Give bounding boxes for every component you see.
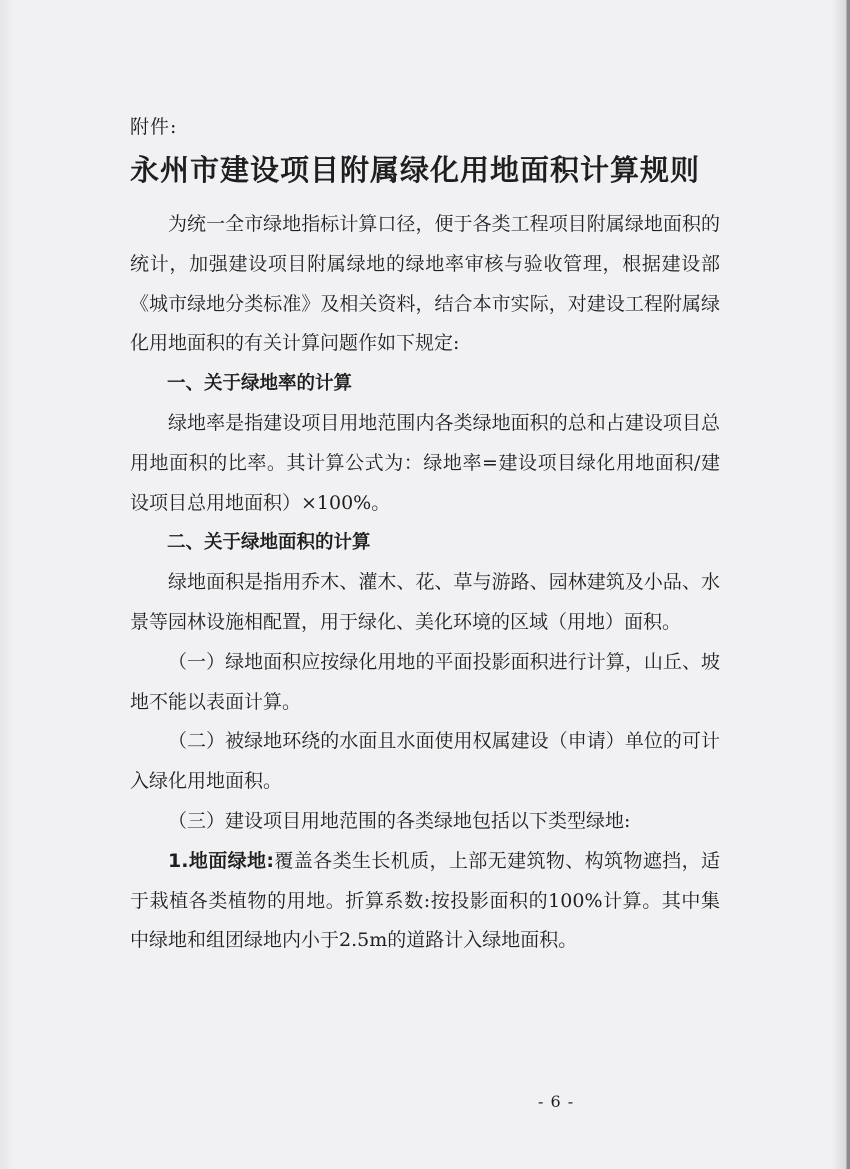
- document-page: [130, 0, 720, 1169]
- scan-edge-right: [832, 0, 850, 1169]
- document-body: [130, 205, 720, 961]
- item3-paragraph: （三）建设项目用地范围的各类绿地包括以下类型绿地:: [168, 809, 631, 832]
- section2-paragraph: 绿地面积是指用乔木、灌木、花、草与游路、园林建筑及小品、水景等园林设施相配置，用于绿化、美化环境的区域（用地）面积。: [130, 571, 720, 633]
- document-title: 永州市建设项目附属绿化用地面积计算规则: [130, 153, 701, 187]
- page-number: - 6 -: [538, 1092, 575, 1111]
- section2-heading: 二、关于绿地面积的计算: [167, 532, 371, 554]
- attachment-label: 附件:: [130, 116, 178, 138]
- section1-paragraph: 绿地率是指建设项目用地范围内各类绿地面积的总和占建设项目总用地面积的比率。其计算公式为：绿地率=建设项目绿化用地面积/建设项目总用地面积）×100%。: [130, 411, 720, 514]
- section1-heading: 一、关于绿地率的计算: [167, 373, 353, 395]
- item1-paragraph: （一）绿地面积应按绿化用地的平面投影面积进行计算，山丘、坡地不能以表面计算。: [130, 650, 720, 713]
- ground-green-term: 1.地面绿地:: [168, 849, 274, 872]
- intro-paragraph: 为统一全市绿地指标计算口径，便于各类工程项目附属绿地面积的统计，加强建设项目附属绿地的绿地率审核与验收管理，根据建设部《城市绿地分类标准》及相关资料，结合本市实际，对建设工程附属绿化用地面积的有关计算问题作如下规定:: [130, 213, 720, 355]
- ground-green-text: 覆盖各类生长机质，上部无建筑物、构筑物遮挡，适于栽植各类植物的用地。折算系数:按投影面积的100%计算。其中集中绿地和组团绿地内小于2.5m的道路计入绿地面积。: [130, 849, 720, 952]
- ground-green-paragraph: [130, 842, 720, 961]
- item2-paragraph: （二）被绿地环绕的水面且水面使用权属建设（申请）单位的可计入绿化用地面积。: [130, 730, 720, 793]
- scan-edge-left: [0, 0, 14, 1169]
